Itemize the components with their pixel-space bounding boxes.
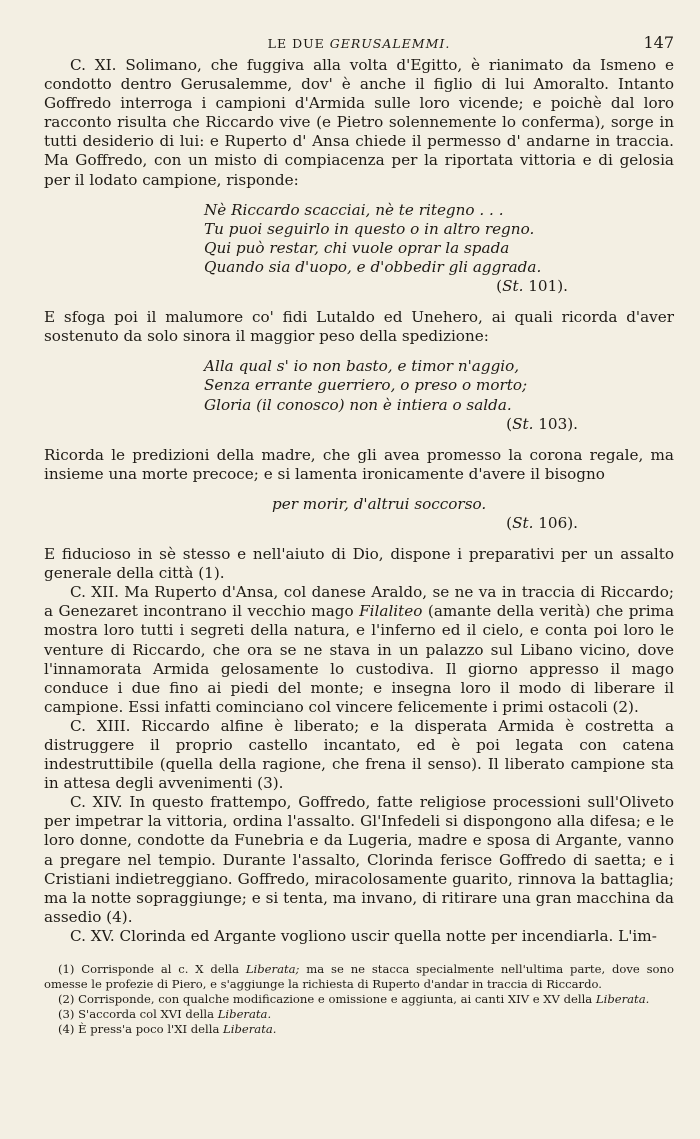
citation-abbr: St. [512, 414, 534, 433]
citation-abbr: St. [512, 513, 534, 532]
paragraph-canto-xiv: C. XIV. In questo frattempo, Goffredo, fatte religiose processioni sull'Oliveto per impetrar la vittoria, ordina l'assalto. Gl'Infedeli si dispongono alla difesa; e le loro donne, condotte da Funebria e da Lugeria, madre e sposa di Argante, vanno a pregare nel tempio. Durante l'assalto, Clorinda ferisce Goffredo di saetta; e i Cristiani indietreggiano. Goffredo, miracolosamente guarito, rinnova la battaglia; ma la notte sopraggiunge; e si tenta, ma invano, di ritirare una gran macchina da assedio (4). [44, 793, 674, 926]
footnote-1: (1) Corrisponde al c. X della Liberata; ma se ne stacca specialmente nell'ultima parte, dove sono omesse le profezie di Piero, e s'aggiunge la richiesta di Ruperto d'andar in traccia di Riccardo. [44, 962, 674, 992]
paragraph-canto-xv: C. XV. Clorinda ed Argante vogliono uscir quella notte per incendiarla. L'im- [70, 926, 657, 945]
page-header [44, 30, 674, 56]
book-page [44, 30, 674, 1037]
paragraph-text: C. XII. Ma Ruperto d'Ansa, col danese Araldo, se ne va in traccia di Riccardo; a Genezaret incontrano il vecchio mago [44, 583, 674, 621]
paragraph-predizioni: Ricorda le predizioni della madre, che gli avea promesso la corona regale, ma insieme una morte precoce; e si lamenta ironicamente d'avere il bisogno [44, 445, 674, 483]
citation-abbr: St. [502, 277, 524, 296]
verse-line: Senza errante guerriero, o preso o morto; [204, 376, 528, 395]
paragraph-text: (amante della verità) che prima mostra loro tutti i segreti della natura, e l'inferno ed il cielo, e conta poi loro le venture di Riccardo, che ora se ne stava in un palazzo sul Libano vicino, dove l'innamorata Armida gelosamente lo custodiva. Il giorno appresso il mago conduce i due fino ai piedi del monte; e insegna loro il modo di liberare il campione. Essi infatti cominciano col vincere felicemente i primi ostacoli (2). [44, 602, 675, 716]
page-number: 147 [643, 33, 674, 52]
verse-line: Alla qual s' io non basto, e timor n'aggio, [204, 357, 520, 376]
running-title [44, 36, 674, 51]
paragraph-canto-xii [44, 583, 674, 717]
citation-open: ( [506, 513, 513, 532]
running-title-text: LE DUE [267, 36, 330, 51]
verse-quote-st101 [204, 201, 674, 296]
footnote-3: (3) S'accorda col XVI della Liberata. [58, 1007, 272, 1022]
verse-line: Tu puoi seguirlo in questo o in altro regno. [204, 219, 535, 238]
stanza-citation [204, 277, 568, 296]
citation-number: 101). [523, 277, 568, 296]
verse-line: Quando sia d'uopo, e d'obbedir gli aggrada. [204, 257, 542, 276]
verse-line: per morir, d'altrui soccorso. [272, 494, 487, 513]
body-text [44, 56, 674, 946]
citation-open: ( [506, 414, 513, 433]
paragraph-malumore: E sfoga poi il malumore co' fidi Lutaldo ed Unehero, ai quali ricorda d'aver sostenuto da solo sinora il maggior peso della spedizione: [44, 308, 674, 346]
paragraph-fiducioso: E fiducioso in sè stesso e nell'aiuto di Dio, dispone i preparativi per un assalto generale della città (1). [44, 545, 674, 583]
paragraph-canto-xiii: C. XIII. Riccardo alfine è liberato; e la disperata Armida è costretta a distruggere il proprio castello incantato, ed è poi legata con catena indestruttibile (quella della ragione, che frena il senso). Il liberato campione sta in attesa degli avvenimenti (3). [44, 716, 674, 793]
verse-quote-st103 [204, 357, 674, 433]
running-title-italic: GERUSALEMMI. [329, 36, 451, 51]
paragraph-canto-xi: C. XI. Solimano, che fuggiva alla volta d'Egitto, è rianimato da Ismeno e condotto dentro Gerusalemme, dov' è anche il figlio di lui Amoralto. Intanto Goffredo interroga i campioni d'Armida sulle loro vicende; e poichè dal loro racconto risulta che Riccardo vive (e Pietro solennemente lo conferma), sorge in tutti desiderio di lui: e Ruperto d' Ansa chiede il permesso d' andarne in traccia. Ma Goffredo, con un misto di compiacenza per la riportata vittoria e di gelosia per il lodato campione, risponde: [44, 56, 674, 189]
verse-line: Gloria (il conosco) non è intiera o salda. [204, 395, 512, 414]
italic-name: Filaliteo [359, 602, 423, 621]
verse-line: Nè Riccardo scacciai, nè te ritegno . . . [204, 200, 504, 219]
verse-quote-st106 [272, 495, 674, 533]
verse-line: Qui può restar, chi vuole oprar la spada [204, 238, 510, 257]
citation-number: 103). [533, 414, 578, 433]
footnote-4: (4) È press'a poco l'XI della Liberata. [58, 1022, 277, 1037]
stanza-citation [272, 514, 578, 533]
stanza-citation [204, 415, 578, 434]
citation-number: 106). [533, 513, 578, 532]
citation-open: ( [496, 277, 503, 296]
footnotes [44, 962, 674, 1037]
footnote-2: (2) Corrisponde, con qualche modificazione e omissione e aggiunta, ai canti XIV e XV della Liberata. [58, 992, 650, 1007]
